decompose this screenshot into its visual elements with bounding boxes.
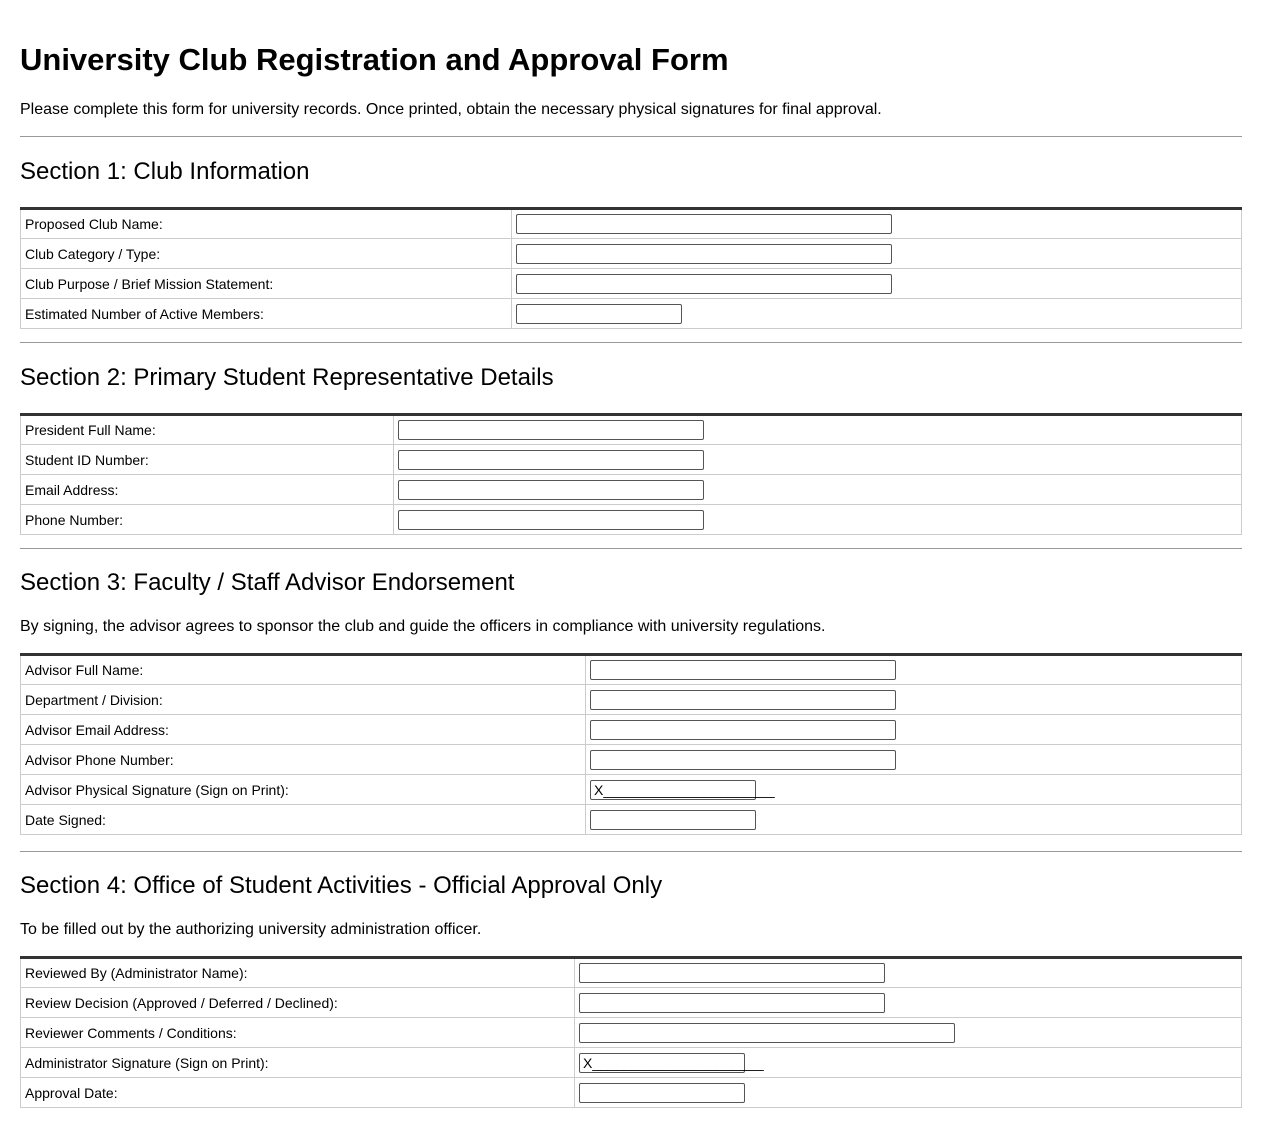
student-id-input[interactable]	[398, 450, 704, 470]
field-label: Phone Number:	[21, 505, 394, 535]
table-row	[21, 988, 1242, 1018]
advisor-name-input[interactable]	[590, 660, 896, 680]
review-decision-input[interactable]	[579, 993, 885, 1013]
club-name-input[interactable]	[516, 214, 892, 234]
divider	[20, 548, 1242, 549]
department-input[interactable]	[590, 690, 896, 710]
section-4-heading: Section 4: Office of Student Activities - Official Approval Only	[20, 872, 663, 899]
table-row	[21, 745, 1242, 775]
field-label: Estimated Number of Active Members:	[21, 299, 512, 329]
field-label: Advisor Phone Number:	[21, 745, 586, 775]
table-row	[21, 1078, 1242, 1108]
section-2-heading: Section 2: Primary Student Representative Details	[20, 364, 554, 391]
divider	[20, 136, 1242, 137]
field-label: Reviewed By (Administrator Name):	[21, 958, 575, 988]
table-row	[21, 1048, 1242, 1078]
table-row	[21, 715, 1242, 745]
club-category-input[interactable]	[516, 244, 892, 264]
field-label: Approval Date:	[21, 1078, 575, 1108]
table-row	[21, 209, 1242, 239]
admin-signature-field[interactable]: X______________________	[579, 1053, 745, 1073]
section-3-table	[20, 653, 1242, 835]
field-label: Department / Division:	[21, 685, 586, 715]
section-1-heading: Section 1: Club Information	[20, 158, 310, 185]
table-row	[21, 655, 1242, 685]
page-title: University Club Registration and Approval Form	[20, 42, 729, 77]
table-row	[21, 958, 1242, 988]
table-row	[21, 1018, 1242, 1048]
table-row	[21, 685, 1242, 715]
field-label: Date Signed:	[21, 805, 586, 835]
date-signed-input[interactable]	[590, 810, 756, 830]
intro-text: Please complete this form for university records. Once printed, obtain the necessary physical signatures for final approval.	[20, 101, 882, 118]
email-input[interactable]	[398, 480, 704, 500]
section-4-table	[20, 956, 1242, 1108]
advisor-email-input[interactable]	[590, 720, 896, 740]
table-row	[21, 505, 1242, 535]
advisor-phone-input[interactable]	[590, 750, 896, 770]
table-row	[21, 475, 1242, 505]
table-row	[21, 269, 1242, 299]
table-row	[21, 445, 1242, 475]
table-row	[21, 805, 1242, 835]
table-row	[21, 415, 1242, 445]
table-row	[21, 239, 1242, 269]
field-label: Student ID Number:	[21, 445, 394, 475]
field-label: Proposed Club Name:	[21, 209, 512, 239]
field-label: Club Category / Type:	[21, 239, 512, 269]
section-3-heading: Section 3: Faculty / Staff Advisor Endorsement	[20, 569, 515, 596]
reviewer-name-input[interactable]	[579, 963, 885, 983]
president-name-input[interactable]	[398, 420, 704, 440]
divider	[20, 342, 1242, 343]
section-1-table	[20, 207, 1242, 329]
field-label: Advisor Physical Signature (Sign on Print):	[21, 775, 586, 805]
reviewer-comments-input[interactable]	[579, 1023, 955, 1043]
field-label: Advisor Full Name:	[21, 655, 586, 685]
table-row	[21, 299, 1242, 329]
field-label: Advisor Email Address:	[21, 715, 586, 745]
phone-input[interactable]	[398, 510, 704, 530]
advisor-signature-field[interactable]: X______________________	[590, 780, 756, 800]
field-label: Club Purpose / Brief Mission Statement:	[21, 269, 512, 299]
field-label: Review Decision (Approved / Deferred / Declined):	[21, 988, 575, 1018]
field-label: President Full Name:	[21, 415, 394, 445]
field-label: Administrator Signature (Sign on Print):	[21, 1048, 575, 1078]
section-3-description: By signing, the advisor agrees to sponsor the club and guide the officers in compliance with university regulations.	[20, 618, 826, 635]
divider	[20, 851, 1242, 852]
field-label: Reviewer Comments / Conditions:	[21, 1018, 575, 1048]
section-4-description: To be filled out by the authorizing university administration officer.	[20, 921, 482, 938]
member-count-input[interactable]	[516, 304, 682, 324]
approval-date-input[interactable]	[579, 1083, 745, 1103]
table-row	[21, 775, 1242, 805]
section-2-table	[20, 413, 1242, 535]
club-purpose-input[interactable]	[516, 274, 892, 294]
field-label: Email Address:	[21, 475, 394, 505]
